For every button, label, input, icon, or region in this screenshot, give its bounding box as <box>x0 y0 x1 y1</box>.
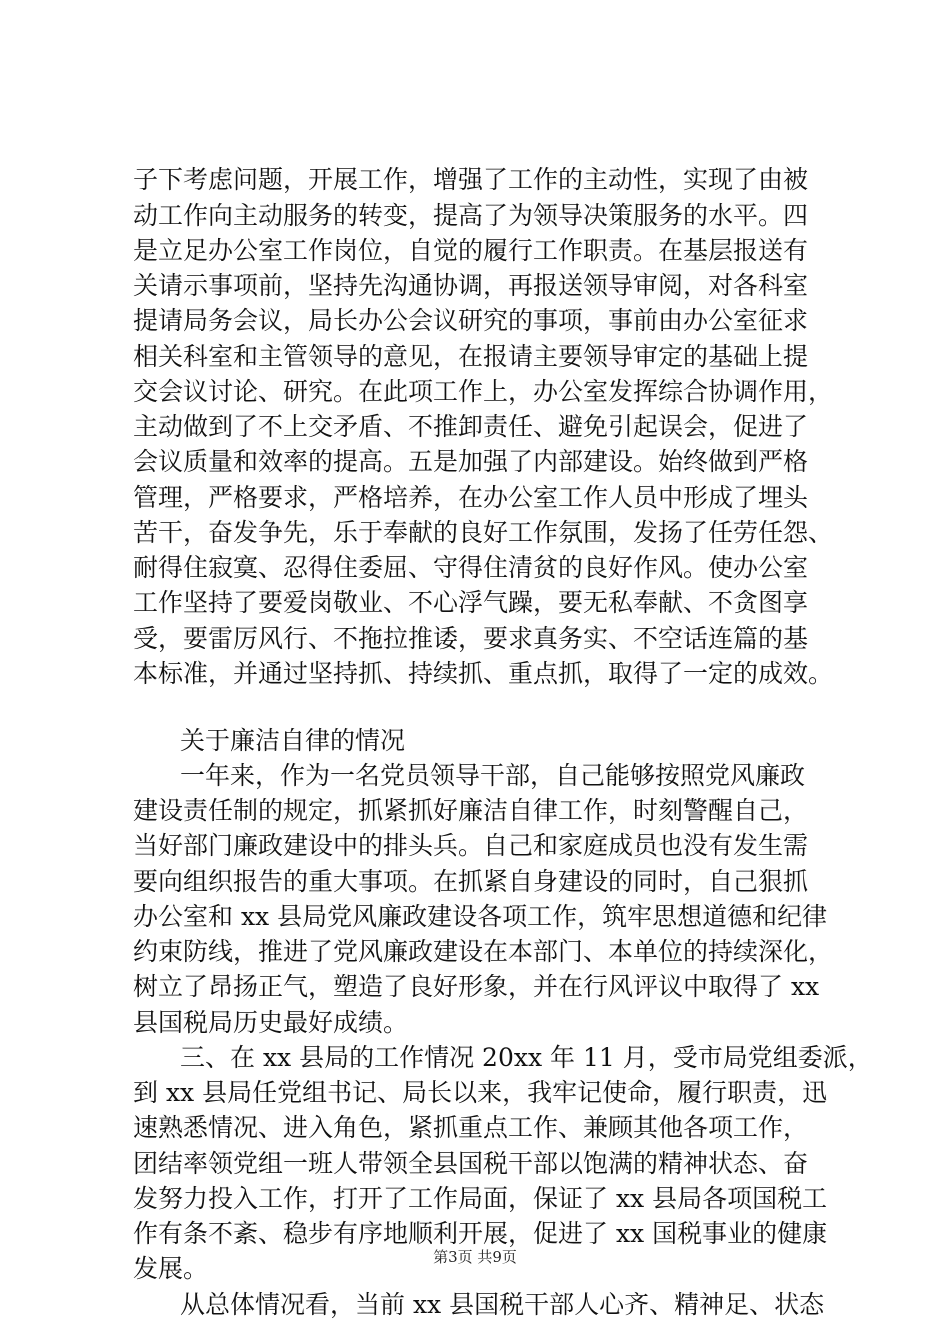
body-text-line: 县国税局历史最好成绩。 <box>133 1008 409 1037</box>
body-text-line: 子下考虑问题，开展工作，增强了工作的主动性，实现了由被 <box>133 165 809 194</box>
body-text-line: 作有条不紊、稳步有序地顺利开展，促进了 xx 国税事业的健康 <box>133 1219 828 1248</box>
body-text-line: 约束防线，推进了党风廉政建设在本部门、本单位的持续深化， <box>133 937 834 966</box>
body-text-line: 受，要雷厉风行、不拖拉推诿，要求真务实、不空话连篇的基 <box>133 624 809 653</box>
body-text-line: 三、在 xx 县局的工作情况 20xx 年 11 月，受市局党组委派， <box>180 1043 873 1072</box>
body-text-line: 团结率领党组一班人带领全县国税干部以饱满的精神状态、奋 <box>133 1149 809 1178</box>
body-text-line: 主动做到了不上交矛盾、不推卸责任、避免引起误会，促进了 <box>133 412 809 441</box>
body-text-line: 交会议讨论、研究。在此项工作上，办公室发挥综合协调作用， <box>133 377 834 406</box>
body-text-line: 苦干，奋发争先，乐于奉献的良好工作氛围，发扬了任劳任怨、 <box>133 518 834 547</box>
body-text-line: 到 xx 县局任党组书记、局长以来，我牢记使命，履行职责，迅 <box>133 1078 828 1107</box>
body-text-line: 要向组织报告的重大事项。在抓紧自身建设的同时，自己狠抓 <box>133 867 809 896</box>
body-text-line: 本标准，并通过坚持抓、持续抓、重点抓，取得了一定的成效。 <box>133 659 834 688</box>
body-text-line: 会议质量和效率的提高。五是加强了内部建设。始终做到严格 <box>133 447 809 476</box>
body-text-line: 从总体情况看，当前 xx 县国税干部人心齐、精神足、状态 <box>180 1290 825 1319</box>
page-footer: 第3页 共9页 <box>433 1248 517 1266</box>
body-text-line: 办公室和 xx 县局党风廉政建设各项工作，筑牢思想道德和纪律 <box>133 902 828 931</box>
body-text-line: 工作坚持了要爱岗敬业、不心浮气躁，要无私奉献、不贪图享 <box>133 588 809 617</box>
body-text-line: 关请示事项前，坚持先沟通协调，再报送领导审阅，对各科室 <box>133 271 809 300</box>
body-text-line: 树立了昂扬正气，塑造了良好形象，并在行风评议中取得了 xx <box>133 972 820 1001</box>
section-heading: 关于廉洁自律的情况 <box>180 726 406 755</box>
body-text-line: 一年来，作为一名党员领导干部，自己能够按照党风廉政 <box>180 761 806 790</box>
body-text-line: 发展。 <box>133 1254 209 1283</box>
body-text-line: 速熟悉情况、进入角色，紧抓重点工作、兼顾其他各项工作， <box>133 1113 809 1142</box>
body-text-line: 管理，严格要求，严格培养，在办公室工作人员中形成了埋头 <box>133 483 809 512</box>
body-text-line: 发努力投入工作，打开了工作局面，保证了 xx 县局各项国税工 <box>133 1184 828 1213</box>
body-text-line: 提请局务会议，局长办公会议研究的事项，事前由办公室征求 <box>133 306 809 335</box>
body-text-line: 动工作向主动服务的转变，提高了为领导决策服务的水平。四 <box>133 201 809 230</box>
body-text-line: 耐得住寂寞、忍得住委屈、守得住清贫的良好作风。使办公室 <box>133 553 809 582</box>
body-text-line: 当好部门廉政建设中的排头兵。自己和家庭成员也没有发生需 <box>133 831 809 860</box>
body-text-line: 是立足办公室工作岗位，自觉的履行工作职责。在基层报送有 <box>133 236 809 265</box>
body-text-line: 建设责任制的规定，抓紧抓好廉洁自律工作，时刻警醒自己， <box>133 796 809 825</box>
body-text-line: 相关科室和主管领导的意见，在报请主要领导审定的基础上提 <box>133 342 809 371</box>
